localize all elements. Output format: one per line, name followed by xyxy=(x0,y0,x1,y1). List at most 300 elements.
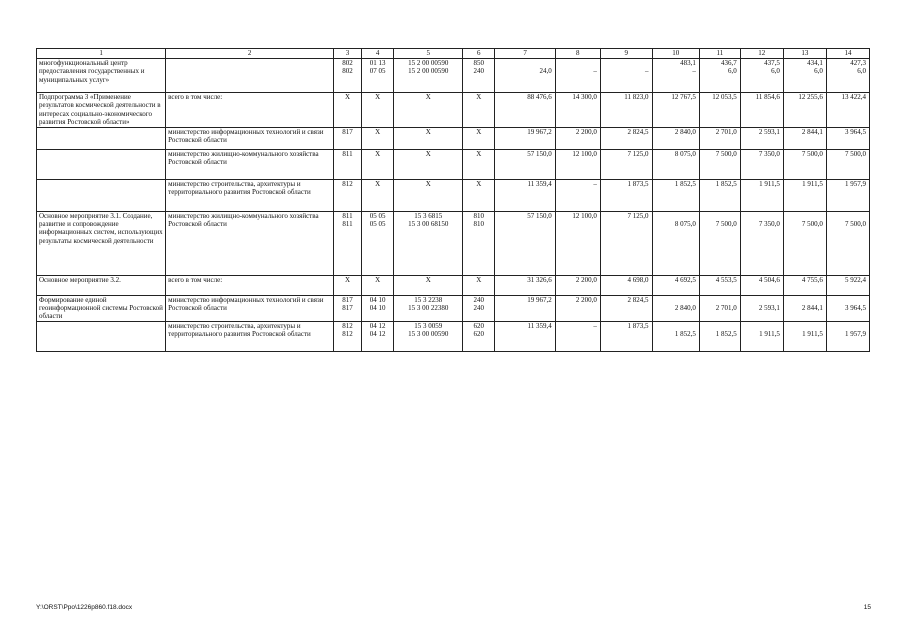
table-row xyxy=(37,211,870,275)
value-cell-col-8 xyxy=(555,321,600,351)
value-cell-col-7 xyxy=(495,149,555,179)
cell-line: 2 200,0 xyxy=(575,127,597,136)
cell-line: 19 967,2 xyxy=(527,127,552,136)
cell-line: 2 824,5 xyxy=(627,295,649,304)
cell-line: 6,0 xyxy=(771,67,780,76)
cell-line: Х xyxy=(425,149,431,158)
cell-line: 1 852,5 xyxy=(674,179,696,188)
cell-line xyxy=(497,304,551,312)
cell-line: 817 xyxy=(342,127,353,136)
cell-line: 31 326,6 xyxy=(527,275,552,284)
value-cell-col-7 xyxy=(495,93,555,128)
cell-line: 427,3 xyxy=(850,59,866,67)
cell-line: 1 911,5 xyxy=(802,330,823,339)
value-cell-col-3 xyxy=(334,211,362,275)
cell-line: 15 3 2238 xyxy=(414,295,443,304)
value-cell-col-9 xyxy=(600,93,652,128)
cell-line: 07 05 xyxy=(369,67,386,76)
cell-line: 11 823,0 xyxy=(624,93,649,101)
value-cell-col-8 xyxy=(555,275,600,295)
cell-line: Х xyxy=(476,275,482,284)
value-cell-col-7 xyxy=(495,59,555,93)
table-row xyxy=(37,59,870,93)
cell-line xyxy=(702,296,737,304)
cell-line xyxy=(655,296,696,304)
header-cell: 4 xyxy=(362,49,394,59)
value-cell-col-14 xyxy=(826,149,869,179)
executor-cell: министерство жилищно-коммунального хозяйства Ростовской области xyxy=(166,149,334,179)
program-name-cell: Подпрограмма 3 «Применение результатов космической деятельности в интересах социально-экономического развития Ростовской области» xyxy=(37,93,166,128)
value-cell-col-6 xyxy=(463,93,495,128)
cell-line: 15 3 00 00590 xyxy=(408,330,449,339)
value-cell-col-6 xyxy=(463,149,495,179)
cell-line: Х xyxy=(344,275,351,284)
cell-line: – xyxy=(645,67,649,76)
cell-line: Х xyxy=(375,127,381,136)
value-cell-col-8 xyxy=(555,59,600,93)
value-cell-col-4 xyxy=(362,179,394,211)
cell-line: 04 12 xyxy=(369,330,386,339)
cell-line: 811 xyxy=(342,211,353,220)
cell-line: Х xyxy=(476,93,482,101)
value-cell-col-9 xyxy=(600,321,652,351)
cell-line: 812 xyxy=(342,321,353,330)
cell-line: 57 150,0 xyxy=(527,149,552,158)
value-cell-col-11 xyxy=(699,179,740,211)
value-cell-col-9 xyxy=(600,179,652,211)
value-cell-col-7 xyxy=(495,127,555,149)
cell-line xyxy=(829,212,866,220)
cell-line: 12 100,0 xyxy=(572,149,597,158)
value-cell-col-3 xyxy=(334,93,362,128)
cell-line: 817 xyxy=(342,304,353,313)
value-cell-col-12 xyxy=(740,295,783,321)
cell-line: 1 911,5 xyxy=(802,179,823,188)
value-cell-col-7 xyxy=(495,211,555,275)
value-cell-col-11 xyxy=(699,59,740,93)
cell-line: 620 xyxy=(473,321,485,330)
value-cell-col-6 xyxy=(463,179,495,211)
value-cell-col-8 xyxy=(555,295,600,321)
cell-line: 2 701,0 xyxy=(715,304,737,313)
value-cell-col-14 xyxy=(826,211,869,275)
value-cell-col-7 xyxy=(495,321,555,351)
cell-line: 802 xyxy=(342,67,353,76)
cell-line: 6,0 xyxy=(857,67,866,76)
header-cell: 3 xyxy=(334,49,362,59)
header-cell: 9 xyxy=(600,49,652,59)
cell-line: 01 13 xyxy=(369,59,386,67)
value-cell-col-4 xyxy=(362,59,394,93)
program-name-cell xyxy=(37,179,166,211)
value-cell-col-5 xyxy=(394,59,463,93)
cell-line: Х xyxy=(476,149,482,158)
value-cell-col-6 xyxy=(463,127,495,149)
cell-line: 817 xyxy=(342,295,353,304)
cell-line: 14 300,0 xyxy=(572,93,597,101)
cell-line: 2 840,0 xyxy=(674,304,696,313)
value-cell-col-10 xyxy=(652,179,699,211)
cell-line: 19 967,2 xyxy=(527,295,552,304)
cell-line: 6,0 xyxy=(728,67,737,76)
table-row xyxy=(37,295,870,321)
cell-line: 7 500,0 xyxy=(801,220,823,229)
cell-line: 04 10 xyxy=(369,304,386,313)
cell-line: Х xyxy=(425,275,431,284)
cell-line xyxy=(743,322,780,330)
executor-cell xyxy=(166,59,334,93)
value-cell-col-14 xyxy=(826,93,869,128)
cell-line: 850 xyxy=(473,59,485,67)
value-cell-col-14 xyxy=(826,59,869,93)
value-cell-col-3 xyxy=(334,127,362,149)
cell-line: 7 350,0 xyxy=(758,220,780,229)
cell-line: 2 844,1 xyxy=(801,304,823,313)
cell-line: 04 10 xyxy=(369,295,386,304)
value-cell-col-6 xyxy=(463,321,495,351)
value-cell-col-5 xyxy=(394,149,463,179)
cell-line: 4 504,6 xyxy=(758,275,780,284)
cell-line: 12 053,5 xyxy=(712,93,737,101)
cell-line xyxy=(558,304,597,312)
value-cell-col-12 xyxy=(740,211,783,275)
value-cell-col-8 xyxy=(555,211,600,275)
value-cell-col-10 xyxy=(652,321,699,351)
cell-line: 811 xyxy=(342,220,353,229)
executor-cell: всего в том числе: xyxy=(166,93,334,128)
cell-line xyxy=(655,322,696,330)
value-cell-col-14 xyxy=(826,179,869,211)
header-cell: 13 xyxy=(783,49,826,59)
value-cell-col-5 xyxy=(394,127,463,149)
cell-line: – xyxy=(593,67,597,76)
cell-line: 1 957,9 xyxy=(845,330,866,339)
executor-cell: всего в том числе: xyxy=(166,275,334,295)
value-cell-col-4 xyxy=(362,149,394,179)
cell-line: 12 100,0 xyxy=(572,211,597,220)
cell-line: 15 2 00 00590 xyxy=(408,67,449,76)
value-cell-col-13 xyxy=(783,179,826,211)
value-cell-col-6 xyxy=(463,211,495,275)
value-cell-col-3 xyxy=(334,321,362,351)
budget-table xyxy=(36,48,870,352)
cell-line xyxy=(786,212,823,220)
executor-cell: министерство строительства, архитектуры и территориального развития Ростовской области xyxy=(166,321,334,351)
cell-line: 483,1 xyxy=(680,59,696,67)
table-row xyxy=(37,179,870,211)
cell-line: – xyxy=(593,321,597,330)
cell-line: 2 701,0 xyxy=(715,127,737,136)
value-cell-col-13 xyxy=(783,149,826,179)
cell-line: 240 xyxy=(473,67,485,76)
value-cell-col-10 xyxy=(652,295,699,321)
executor-cell: министерство строительства, архитектуры и территориального развития Ростовской области xyxy=(166,179,334,211)
cell-line xyxy=(558,330,597,338)
cell-line: 812 xyxy=(342,330,353,339)
value-cell-col-13 xyxy=(783,295,826,321)
cell-line: 05 05 xyxy=(369,220,386,229)
value-cell-col-4 xyxy=(362,127,394,149)
value-cell-col-13 xyxy=(783,211,826,275)
value-cell-col-9 xyxy=(600,211,652,275)
header-cell: 11 xyxy=(699,49,740,59)
executor-cell: министерство информационных технологий и связи Ростовской области xyxy=(166,295,334,321)
cell-line xyxy=(497,220,551,228)
cell-line xyxy=(603,220,649,228)
cell-line: 12 767,5 xyxy=(671,93,696,101)
cell-line xyxy=(743,296,780,304)
cell-line xyxy=(743,212,780,220)
value-cell-col-8 xyxy=(555,179,600,211)
value-cell-col-14 xyxy=(826,295,869,321)
cell-line: 3 964,5 xyxy=(845,304,866,313)
cell-line: 2 200,0 xyxy=(575,275,597,284)
cell-line: Х xyxy=(425,127,431,136)
cell-line: 11 854,6 xyxy=(755,93,780,101)
cell-line: 24,0 xyxy=(539,67,552,76)
value-cell-col-5 xyxy=(394,179,463,211)
value-cell-col-9 xyxy=(600,275,652,295)
cell-line: 436,7 xyxy=(721,59,737,67)
value-cell-col-3 xyxy=(334,295,362,321)
value-cell-col-5 xyxy=(394,321,463,351)
executor-cell: министерство информационных технологий и связи Ростовской области xyxy=(166,127,334,149)
cell-line: 7 500,0 xyxy=(845,220,866,229)
value-cell-col-14 xyxy=(826,321,869,351)
cell-line: 1 852,5 xyxy=(715,179,737,188)
cell-line: Х xyxy=(476,179,482,188)
value-cell-col-14 xyxy=(826,275,869,295)
value-cell-col-3 xyxy=(334,149,362,179)
table-row xyxy=(37,93,870,128)
cell-line: 812 xyxy=(342,179,353,188)
value-cell-col-12 xyxy=(740,179,783,211)
value-cell-col-11 xyxy=(699,127,740,149)
cell-line: 7 125,0 xyxy=(627,149,649,158)
value-cell-col-5 xyxy=(394,93,463,128)
header-cell: 14 xyxy=(826,49,869,59)
value-cell-col-12 xyxy=(740,321,783,351)
cell-line: 11 359,4 xyxy=(527,321,552,330)
cell-line: 7 500,0 xyxy=(845,149,866,158)
value-cell-col-13 xyxy=(783,127,826,149)
cell-line xyxy=(497,330,551,338)
cell-line: 15 2 00 00590 xyxy=(408,59,449,67)
value-cell-col-11 xyxy=(699,275,740,295)
value-cell-col-13 xyxy=(783,275,826,295)
value-cell-col-13 xyxy=(783,93,826,128)
cell-line: 434,1 xyxy=(807,59,823,67)
cell-line: – xyxy=(593,179,597,188)
cell-line xyxy=(786,296,823,304)
cell-line: 4 698,0 xyxy=(627,275,649,284)
cell-line: 8 075,0 xyxy=(674,220,696,229)
program-name-cell: Основное мероприятие 3.1. Создание, развитие и сопровождение информационных систем, использующих результаты космической деятельности xyxy=(37,211,166,275)
program-name-cell xyxy=(37,127,166,149)
value-cell-col-12 xyxy=(740,93,783,128)
value-cell-col-9 xyxy=(600,127,652,149)
cell-line: – xyxy=(692,67,696,76)
value-cell-col-3 xyxy=(334,59,362,93)
value-cell-col-9 xyxy=(600,149,652,179)
header-cell: 2 xyxy=(166,49,334,59)
value-cell-col-10 xyxy=(652,275,699,295)
cell-line: 811 xyxy=(342,149,353,158)
program-name-cell: Основное мероприятие 3.2. xyxy=(37,275,166,295)
program-name-cell xyxy=(37,321,166,351)
value-cell-col-4 xyxy=(362,211,394,275)
cell-line: 12 255,6 xyxy=(798,93,823,101)
cell-line: Х xyxy=(344,93,351,101)
cell-line: 2 593,1 xyxy=(758,127,780,136)
program-name-cell: Формирование единой геоинформационной системы Ростовской области xyxy=(37,295,166,321)
cell-line xyxy=(558,59,597,67)
header-cell: 10 xyxy=(652,49,699,59)
value-cell-col-11 xyxy=(699,93,740,128)
cell-line: 15 3 00 68150 xyxy=(408,220,449,229)
header-cell: 1 xyxy=(37,49,166,59)
table-row xyxy=(37,275,870,295)
cell-line: 4 553,5 xyxy=(715,275,737,284)
cell-line: 1 873,5 xyxy=(627,179,649,188)
cell-line xyxy=(603,304,649,312)
cell-line: Х xyxy=(375,93,381,101)
cell-line: Х xyxy=(476,127,482,136)
table-row xyxy=(37,321,870,351)
cell-line: 3 964,5 xyxy=(845,127,866,136)
cell-line: 15 3 00 22380 xyxy=(408,304,449,313)
cell-line: 15 3 0059 xyxy=(414,321,443,330)
cell-line xyxy=(829,322,866,330)
cell-line: 7 500,0 xyxy=(801,149,823,158)
value-cell-col-9 xyxy=(600,59,652,93)
cell-line: 1 957,9 xyxy=(845,179,866,188)
header-row xyxy=(37,49,870,59)
value-cell-col-10 xyxy=(652,149,699,179)
value-cell-col-11 xyxy=(699,149,740,179)
value-cell-col-12 xyxy=(740,127,783,149)
cell-line: 5 922,4 xyxy=(845,275,866,284)
value-cell-col-4 xyxy=(362,321,394,351)
cell-line: 620 xyxy=(473,330,485,339)
value-cell-col-6 xyxy=(463,275,495,295)
cell-line: Х xyxy=(425,93,431,101)
cell-line: 2 593,1 xyxy=(758,304,780,313)
cell-line: Х xyxy=(425,179,431,188)
document-path: Y:\ORST\Ppo\1226p860.f18.docx xyxy=(36,604,133,611)
value-cell-col-11 xyxy=(699,211,740,275)
value-cell-col-10 xyxy=(652,211,699,275)
cell-line xyxy=(786,322,823,330)
cell-line: 1 911,5 xyxy=(759,330,780,339)
value-cell-col-13 xyxy=(783,59,826,93)
cell-line xyxy=(603,330,649,338)
value-cell-col-12 xyxy=(740,149,783,179)
header-cell: 8 xyxy=(555,49,600,59)
value-cell-col-7 xyxy=(495,275,555,295)
value-cell-col-7 xyxy=(495,295,555,321)
value-cell-col-7 xyxy=(495,179,555,211)
table-row xyxy=(37,127,870,149)
cell-line: 240 xyxy=(473,295,485,304)
cell-line: 57 150,0 xyxy=(527,211,552,220)
cell-line: 1 873,5 xyxy=(627,321,649,330)
cell-line: 88 476,6 xyxy=(527,93,552,101)
cell-line xyxy=(702,322,737,330)
cell-line: 05 05 xyxy=(369,211,386,220)
value-cell-col-12 xyxy=(740,59,783,93)
cell-line: 11 359,4 xyxy=(527,179,552,188)
program-name-cell: многофункциональный центр предоставления государственных и муниципальных услуг» xyxy=(37,59,166,93)
cell-line: 15 3 6815 xyxy=(414,211,443,220)
cell-line: 7 500,0 xyxy=(715,149,737,158)
executor-cell: министерство жилищно-коммунального хозяйства Ростовской области xyxy=(166,211,334,275)
cell-line: 802 xyxy=(342,59,353,67)
value-cell-col-3 xyxy=(334,179,362,211)
cell-line: 2 844,1 xyxy=(801,127,823,136)
cell-line: Х xyxy=(375,179,381,188)
value-cell-col-10 xyxy=(652,59,699,93)
cell-line xyxy=(558,220,597,228)
cell-line xyxy=(497,59,551,67)
value-cell-col-6 xyxy=(463,59,495,93)
header-cell: 5 xyxy=(394,49,463,59)
value-cell-col-5 xyxy=(394,211,463,275)
value-cell-col-3 xyxy=(334,275,362,295)
value-cell-col-10 xyxy=(652,93,699,128)
cell-line: 6,0 xyxy=(814,67,823,76)
cell-line: 13 422,4 xyxy=(841,93,866,101)
cell-line: 7 350,0 xyxy=(758,149,780,158)
header-cell: 6 xyxy=(463,49,495,59)
value-cell-col-4 xyxy=(362,295,394,321)
value-cell-col-14 xyxy=(826,127,869,149)
cell-line: 1 852,5 xyxy=(674,330,696,339)
value-cell-col-8 xyxy=(555,149,600,179)
cell-line: 1 852,5 xyxy=(715,330,737,339)
cell-line xyxy=(603,59,649,67)
value-cell-col-4 xyxy=(362,275,394,295)
cell-line: 2 840,0 xyxy=(674,127,696,136)
cell-line: 4 692,5 xyxy=(674,275,696,284)
value-cell-col-11 xyxy=(699,295,740,321)
value-cell-col-13 xyxy=(783,321,826,351)
program-name-cell xyxy=(37,149,166,179)
value-cell-col-9 xyxy=(600,295,652,321)
page-number: 15 xyxy=(863,604,871,611)
cell-line: 810 xyxy=(473,211,485,220)
cell-line: Х xyxy=(375,275,381,284)
value-cell-col-5 xyxy=(394,275,463,295)
value-cell-col-8 xyxy=(555,127,600,149)
value-cell-col-10 xyxy=(652,127,699,149)
cell-line: 7 125,0 xyxy=(627,211,649,220)
header-cell: 12 xyxy=(740,49,783,59)
value-cell-col-12 xyxy=(740,275,783,295)
value-cell-col-6 xyxy=(463,295,495,321)
cell-line: 240 xyxy=(473,304,485,313)
value-cell-col-8 xyxy=(555,93,600,128)
cell-line xyxy=(702,212,737,220)
cell-line: 4 755,6 xyxy=(801,275,823,284)
cell-line: Х xyxy=(375,149,381,158)
value-cell-col-4 xyxy=(362,93,394,128)
cell-line xyxy=(655,212,696,220)
header-cell: 7 xyxy=(495,49,555,59)
cell-line: 437,5 xyxy=(764,59,780,67)
cell-line: 1 911,5 xyxy=(759,179,780,188)
value-cell-col-5 xyxy=(394,295,463,321)
